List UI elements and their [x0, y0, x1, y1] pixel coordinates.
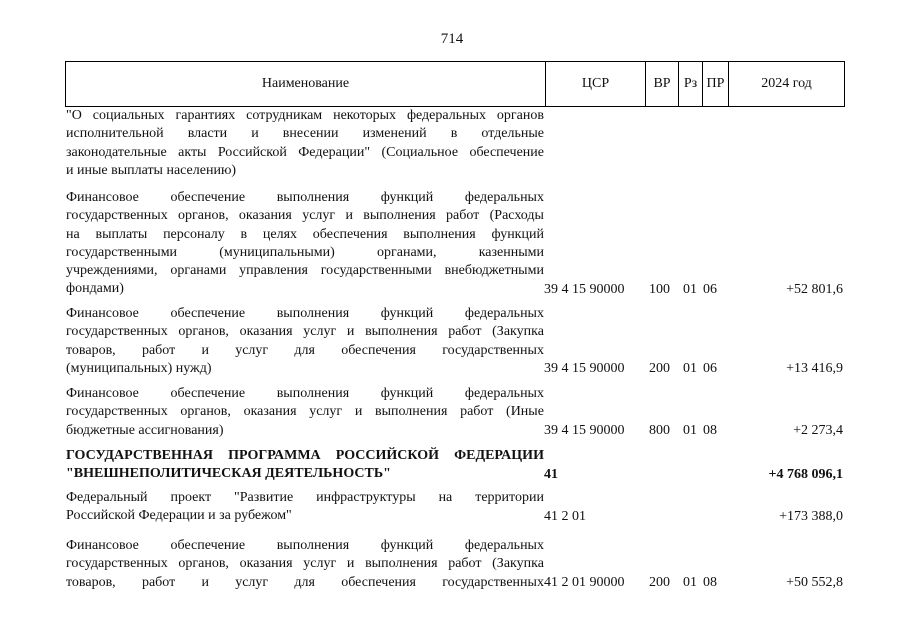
row-name-line: исполнительной власти и внесении изменений в отдельные — [66, 126, 544, 142]
row-name — [66, 447, 544, 484]
row-name — [66, 305, 544, 378]
table-row — [0, 189, 904, 299]
row-csr: 41 2 01 90000 — [544, 574, 625, 590]
row-name-line: "ВНЕШНЕПОЛИТИЧЕСКАЯ ДЕЯТЕЛЬНОСТЬ" — [66, 466, 391, 482]
row-pr: 06 — [703, 361, 717, 377]
row-name-line: Финансовое обеспечение выполнения функций федеральных — [66, 306, 544, 321]
row-name-line: (муниципальных) нужд) — [66, 360, 212, 376]
row-name — [66, 107, 544, 180]
row-amount: +50 552,8 — [786, 574, 843, 590]
row-name — [66, 385, 544, 440]
row-vr: 800 — [649, 422, 670, 438]
header-name: Наименование — [66, 62, 546, 106]
row-name-line: товаров, работ и услуг для обеспечения государственных — [66, 574, 544, 590]
row-csr: 39 4 15 90000 — [544, 361, 625, 377]
header-year: 2024 год — [761, 76, 812, 91]
row-csr: 41 — [544, 466, 558, 482]
row-name-line: государственных органов, оказания услуг и выполнения работ (Иные — [66, 404, 544, 420]
row-name-line: и иные выплаты населению) — [66, 162, 237, 178]
row-name-line: Финансовое обеспечение выполнения функций федеральных — [66, 190, 544, 205]
row-name-line: товаров, работ и услуг для обеспечения государственных — [66, 342, 544, 358]
row-name-line: государственных органов, оказания услуг и выполнения работ (Закупка — [66, 324, 544, 340]
row-vr: 200 — [649, 361, 670, 377]
row-amount: +13 416,9 — [786, 361, 843, 377]
table-row — [0, 489, 904, 526]
row-name-line: на выплаты персоналу в целях обеспечения выполнения функций — [66, 226, 544, 242]
row-name-line: государственных органов, оказания услуг и выполнения работ (Расходы — [66, 208, 544, 224]
row-csr: 39 4 15 90000 — [544, 281, 625, 297]
row-name-line: Финансовое обеспечение выполнения функций федеральных — [66, 386, 544, 401]
table-row — [0, 385, 904, 440]
table-row — [0, 537, 904, 592]
row-amount: +4 768 096,1 — [768, 466, 843, 482]
header-vr: ВР — [646, 62, 679, 106]
row-rz: 01 — [683, 281, 697, 297]
row-name-line: государственных органов, оказания услуг и выполнения работ (Закупка — [66, 556, 544, 572]
row-name-line: бюджетные ассигнования) — [66, 422, 224, 438]
row-amount: +52 801,6 — [786, 281, 843, 297]
row-vr: 200 — [649, 574, 670, 590]
row-csr: 41 2 01 — [544, 508, 586, 524]
table-row — [0, 107, 904, 180]
row-name-line: Федеральный проект "Развитие инфраструктуры на территории — [66, 490, 544, 505]
row-name-line: учреждениями, органами управления государственными внебюджетными — [66, 263, 544, 279]
row-name-line: государственными (муниципальными) органами, казенными — [66, 244, 544, 260]
table-header — [65, 61, 845, 107]
table-row — [0, 447, 904, 484]
row-name-line: законодательные акты Российской Федерации" (Социальное обеспечение — [66, 144, 544, 160]
table-row — [0, 305, 904, 378]
row-name-line: фондами) — [66, 281, 124, 297]
header-pr: ПР — [703, 62, 729, 106]
row-rz: 01 — [683, 574, 697, 590]
row-name-line: "О социальных гарантиях сотрудникам некоторых федеральных органов — [66, 108, 544, 123]
row-pr: 06 — [703, 281, 717, 297]
row-amount: +173 388,0 — [779, 508, 843, 524]
row-csr: 39 4 15 90000 — [544, 422, 625, 438]
header-csr: ЦСР — [546, 62, 646, 106]
header-rz: Рз — [679, 62, 703, 106]
page-number: 714 — [440, 31, 464, 47]
row-name-line: Российской Федерации и за рубежом" — [66, 508, 292, 524]
row-name-line: ГОСУДАРСТВЕННАЯ ПРОГРАММА РОССИЙСКОЙ ФЕДЕРАЦИИ — [66, 448, 544, 463]
row-name — [66, 489, 544, 526]
row-pr: 08 — [703, 422, 717, 438]
row-pr: 08 — [703, 574, 717, 590]
row-rz: 01 — [683, 361, 697, 377]
row-vr: 100 — [649, 281, 670, 297]
row-name — [66, 537, 544, 592]
row-rz: 01 — [683, 422, 697, 438]
row-name-line: Финансовое обеспечение выполнения функций федеральных — [66, 538, 544, 553]
row-name — [66, 189, 544, 299]
row-amount: +2 273,4 — [793, 422, 843, 438]
